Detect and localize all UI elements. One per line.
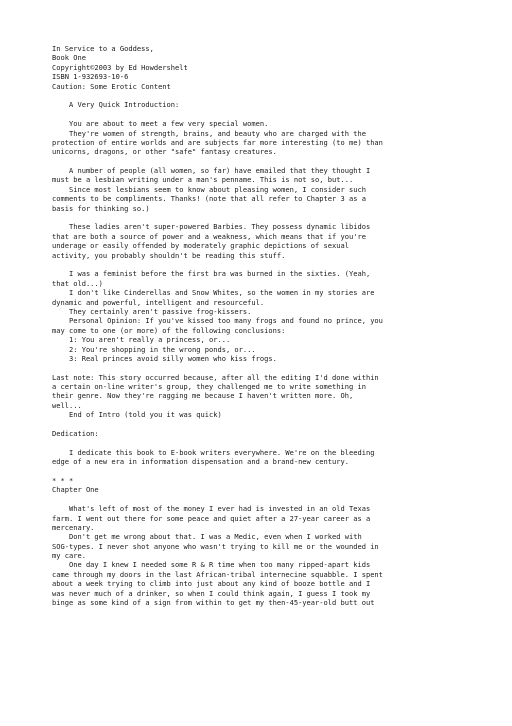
text-line: One day I knew I needed some R & R time when too many ripped-apart kids: [52, 560, 371, 570]
text-line: dynamic and powerful, intelligent and resourceful.: [52, 297, 265, 307]
text-line: a certain on-line writer's group, they challenged me to write something in: [52, 382, 366, 392]
intro-paragraph-4: [52, 269, 472, 363]
dedication-heading: Dedication:: [52, 429, 99, 439]
isbn-line: ISBN 1-932693-10-6: [52, 72, 129, 82]
text-line: their genre. Now they're ragging me because I haven't written more. Oh,: [52, 391, 354, 401]
text-line: These ladies aren't super-powered Barbies. They possess dynamic libidos: [52, 222, 371, 232]
intro-paragraph-5: [52, 373, 472, 420]
text-line: I was a feminist before the first bra was burned in the sixties. (Yeah,: [52, 269, 371, 279]
book-volume: Book One: [52, 53, 86, 63]
text-line: comments to be compliments. Thanks! (note that all refer to Chapter 3 as a: [52, 194, 366, 204]
text-line: was never much of a drinker, so when I could think again, I guess I took my: [52, 588, 371, 598]
text-line: that old...): [52, 278, 103, 288]
section-separator: * * *: [52, 475, 74, 485]
intro-heading: A Very Quick Introduction:: [52, 100, 180, 110]
text-line: well...: [52, 400, 82, 410]
text-line: I dedicate this book to E-book writers everywhere. We're on the bleeding: [52, 447, 375, 457]
text-line: SOG-types. I never shot anyone who wasn't trying to kill me or the wounded in: [52, 541, 379, 551]
text-line: may come to one (or more) of the following conclusions:: [52, 325, 286, 335]
list-item: 2: You're shopping in the wrong ponds, or...: [52, 344, 256, 354]
text-line: Since most lesbians seem to know about pleasing women, I consider such: [52, 184, 366, 194]
chapter-body: [52, 504, 472, 607]
text-line: came through my doors in the last African-tribal internecine squabble. I spent: [52, 569, 383, 579]
text-line: What's left of most of the money I ever had is invested in an old Texas: [52, 504, 371, 514]
text-line: A number of people (all women, so far) have emailed that they thought I: [52, 166, 371, 176]
text-line: I don't like Cinderellas and Snow Whites, so the women in my stories are: [52, 288, 375, 298]
text-line: edge of a new era in information dispensation and a brand-new century.: [52, 457, 349, 467]
text-line: End of Intro (told you it was quick): [52, 410, 222, 420]
text-line: unicorns, dragons, or other "safe" fantasy creatures.: [52, 147, 277, 157]
text-line: about a week trying to climb into just about any kind of booze bottle and I: [52, 579, 371, 589]
text-line: my care.: [52, 551, 86, 561]
content-caution: Caution: Some Erotic Content: [52, 81, 171, 91]
text-line: Last note: This story occurred because, after all the editing I'd done within: [52, 372, 379, 382]
text-line: Personal Opinion: If you've kissed too many frogs and found no prince, you: [52, 316, 383, 326]
text-line: They're women of strength, brains, and beauty who are charged with the: [52, 128, 366, 138]
text-line: that are both a source of power and a weakness, which means that if you're: [52, 231, 366, 241]
text-line: Don't get me wrong about that. I was a Medic, even when I worked with: [52, 532, 362, 542]
dedication-text: [52, 448, 472, 467]
copyright-line: Copyright©2003 by Ed Howdershelt: [52, 62, 188, 72]
list-item: 1: You aren't really a princess, or...: [52, 335, 231, 345]
text-line: You are about to meet a few very special women.: [52, 119, 269, 129]
chapter-title: Chapter One: [52, 485, 99, 495]
text-line: binge as some kind of a sign from within to get my then-45-year-old butt out: [52, 598, 375, 608]
list-item: 3: Real princes avoid silly women who kiss frogs.: [52, 353, 277, 363]
text-line: farm. I went out there for some peace and quiet after a 27-year career as a: [52, 513, 371, 523]
text-line: mercenary.: [52, 522, 95, 532]
text-line: activity, you probably shouldn't be reading this stuff.: [52, 250, 286, 260]
text-line: basis for thinking so.): [52, 203, 150, 213]
text-line: protection of entire worlds and are subjects far more interesting (to me) than: [52, 137, 383, 147]
text-line: must be a lesbian writing under a man's penname. This is not so, but...: [52, 175, 354, 185]
book-title: In Service to a Goddess,: [52, 44, 154, 53]
title-block: [52, 44, 472, 91]
intro-paragraph-2: [52, 166, 472, 213]
text-line: They certainly aren't passive frog-kissers.: [52, 306, 252, 316]
text-line: underage or easily offended by moderately graphic depictions of sexual: [52, 241, 349, 251]
intro-paragraph-3: [52, 222, 472, 260]
intro-paragraph-1: [52, 119, 472, 157]
